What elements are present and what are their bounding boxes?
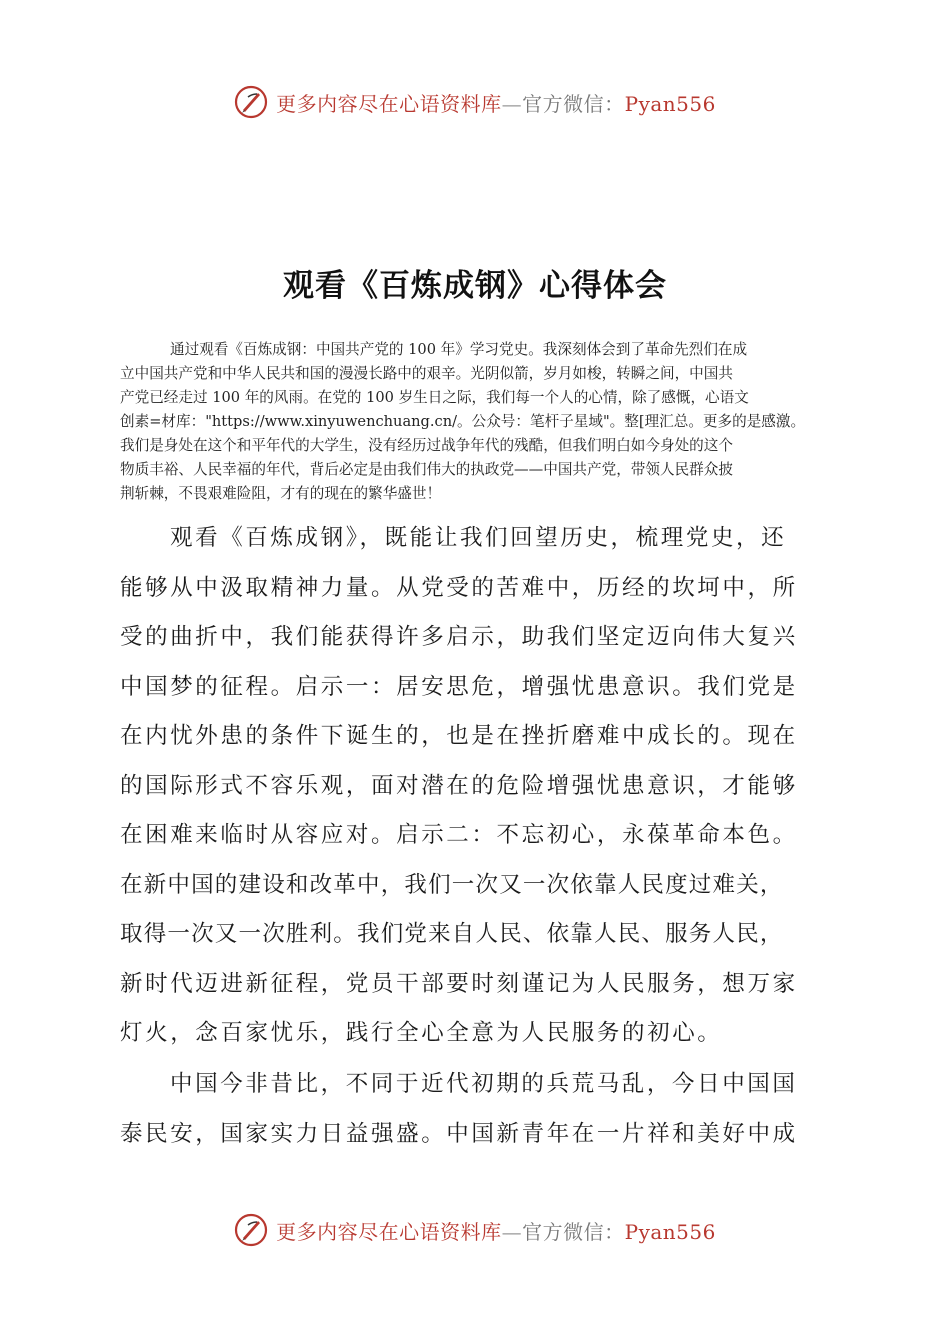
body-line: 能够从中汲取精神力量。从党受的苦难中，历经的坎坷中，所 [120,574,798,601]
body-line: 中国梦的征程。启示一：居安思危，增强忧患意识。我们党是 [120,673,798,700]
body-line: 受的曲折中，我们能获得许多启示，助我们坚定迈向伟大复兴 [120,624,798,650]
body-line: 中国今非昔比，不同于近代初期的兵荒马乱，今日中国国 [170,1071,798,1097]
body-line: 灯火，念百家忧乐，践行全心全意为人民服务的初心。 [120,1020,723,1046]
body-paragraph-1 [120,514,832,1059]
body-line: 观看《百炼成钢》，既能让我们回望历史，梳理党史，还 [170,525,787,551]
quill-logo-icon [234,85,268,119]
body-paragraph-2 [120,1060,832,1159]
intro-line: 立中国共产党和中华人民共和国的漫漫长路中的艰辛。光阴似箭，岁月如梭，转瞬之间，中国共 [120,365,733,382]
body-line: 取得一次又一次胜利。我们党来自人民、依靠人民、服务人民， [120,921,784,947]
watermark-wechat-id: Pyan556 [624,91,716,116]
watermark-text [276,88,716,117]
body-line: 在困难来临时从容应对。启示二：不忘初心，永葆革命本色。 [120,822,798,848]
intro-line: 荆斩棘，不畏艰难险阻，才有的现在的繁华盛世！ [120,485,442,502]
watermark-wechat-id: Pyan556 [624,1219,716,1244]
intro-line: 产党已经走过 100 年的风雨。在党的 100 岁生日之际，我们每一个人的心情，除了感慨，心语文 [120,389,749,406]
watermark-text [276,1216,716,1245]
watermark-separator: — [501,91,523,116]
header-watermark [0,82,950,122]
body-line: 在内忧外患的条件下诞生的，也是在挫折磨难中成长的。现在 [120,723,798,749]
intro-line: 通过观看《百炼成钢：中国共产党的 100 年》学习党史。我深刻体会到了革命先烈们在成 [170,341,748,358]
body-line: 在新中国的建设和改革中，我们一次又一次依靠人民度过难关， [120,871,784,898]
body-line: 的国际形式不容乐观，面对潜在的危险增强忧患意识，才能够 [120,772,798,799]
quill-logo-icon [234,1213,268,1247]
intro-line: 我们是身处在这个和平年代的大学生，没有经历过战争年代的残酷，但我们明白如今身处的这个 [120,437,733,454]
watermark-red-text: 更多内容尽在心语资料库 [276,1219,502,1244]
body-line: 新时代迈进新征程，党员干部要时刻谨记为人民服务，想万家 [120,970,798,997]
intro-paragraph [120,338,832,506]
document-title: 观看《百炼成钢》心得体会 [283,268,667,304]
intro-line: 创素=材库："https://www.xinyuwenchuang.cn/。公众号：笔杆子星域"。整[理汇总。更多的是感激。 [120,413,806,430]
footer-watermark [0,1210,950,1250]
watermark-gray-text: 官方微信： [522,91,625,116]
watermark-red-text: 更多内容尽在心语资料库 [276,91,502,116]
intro-line: 物质丰裕、人民幸福的年代，背后必定是由我们伟大的执政党——中国共产党，带领人民群众披 [120,461,733,478]
watermark-gray-text: 官方微信： [522,1219,625,1244]
body-line: 泰民安，国家实力日益强盛。中国新青年在一片祥和美好中成 [120,1120,798,1147]
watermark-separator: — [501,1219,523,1244]
